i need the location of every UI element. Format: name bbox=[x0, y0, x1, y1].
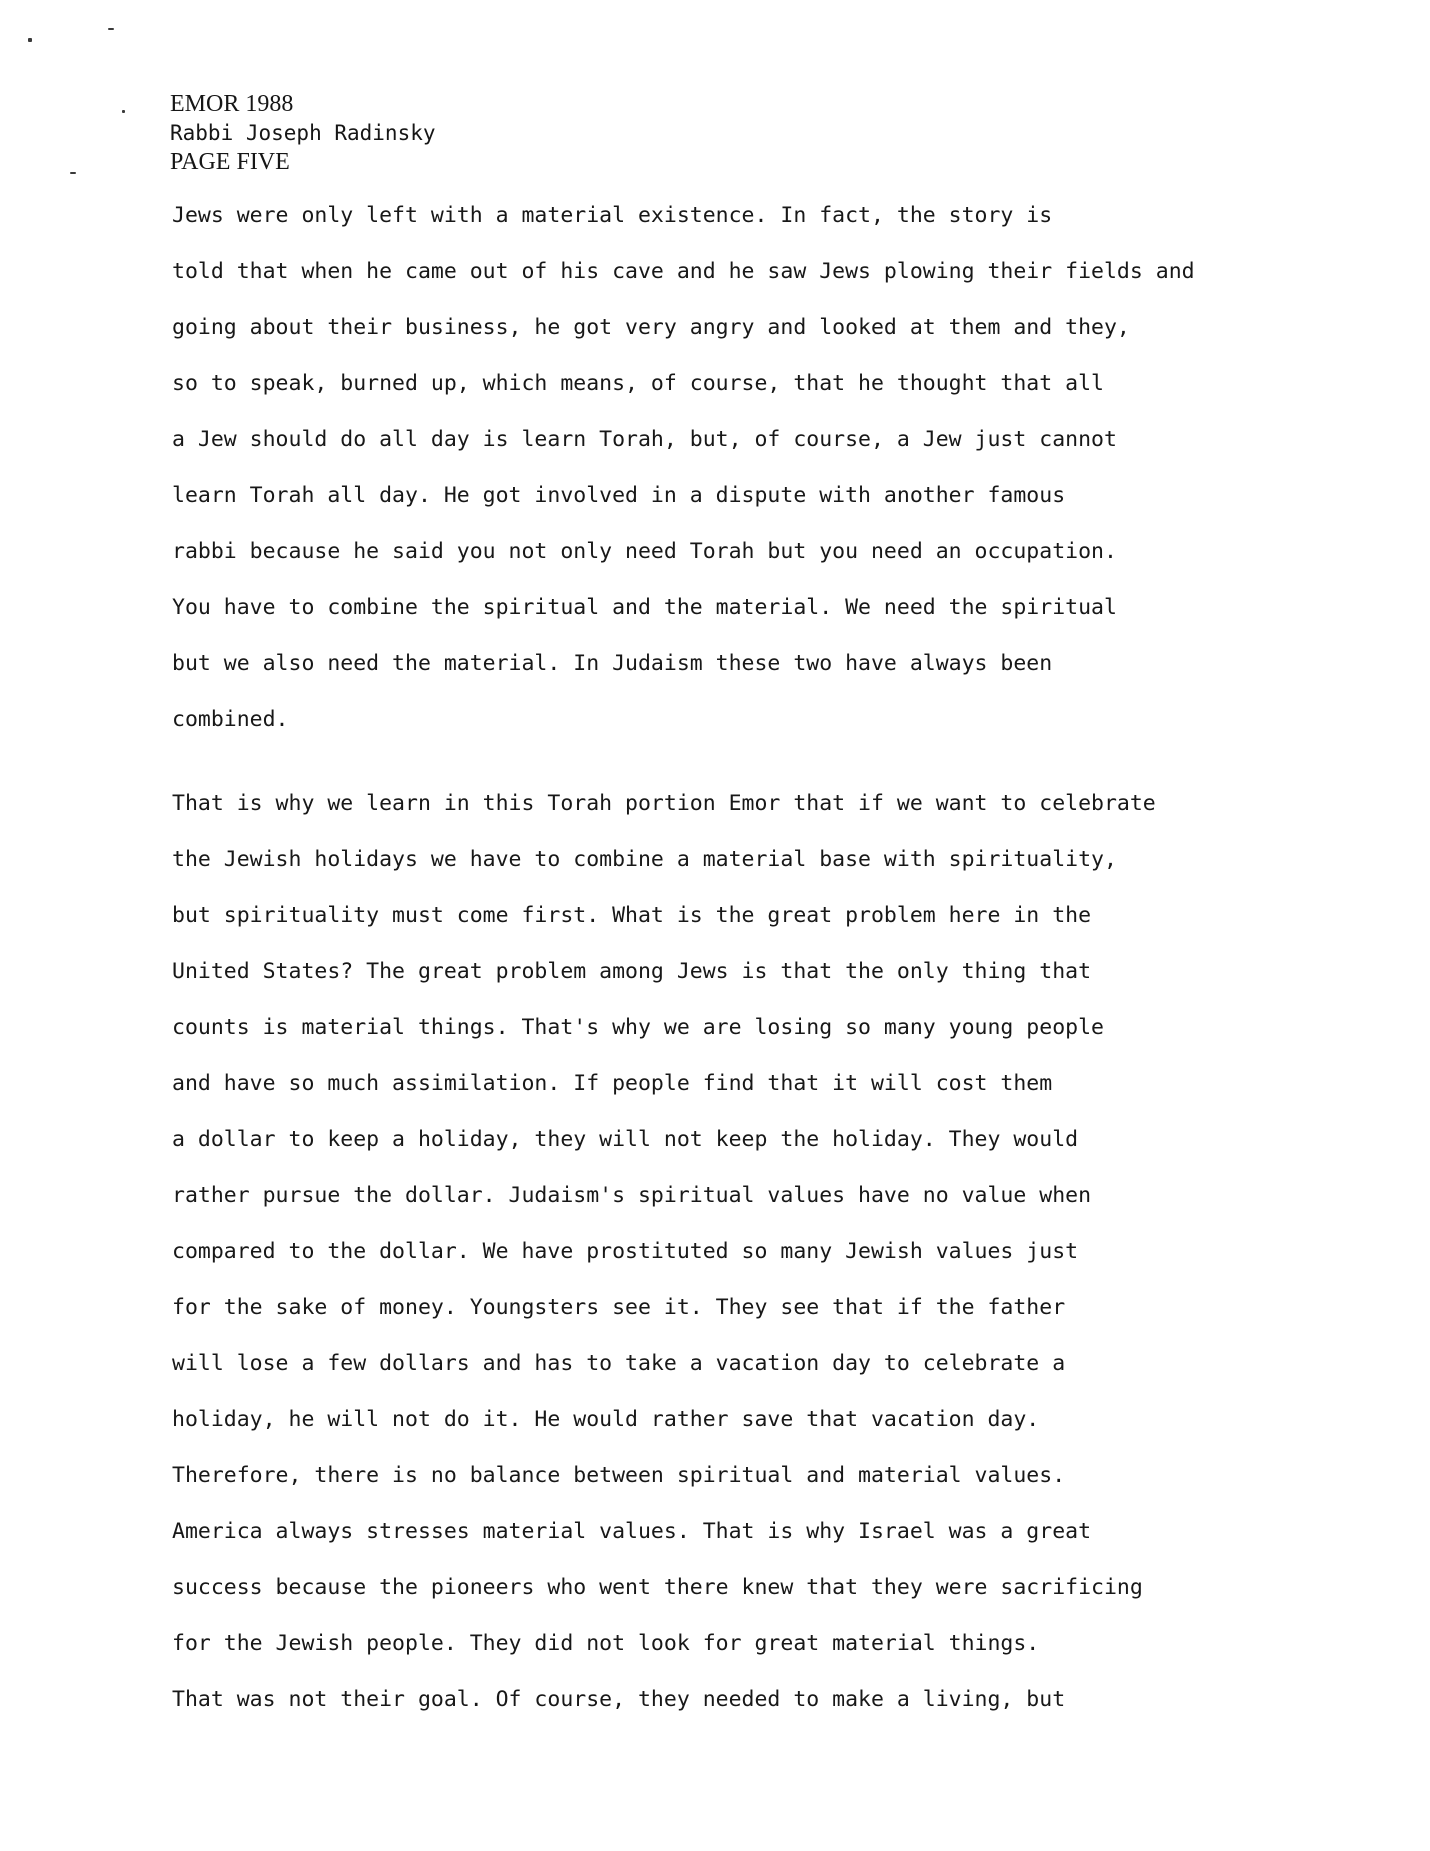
text-line: for the sake of money. Youngsters see it. They see that if the father bbox=[172, 1295, 1066, 1320]
text-line: but spirituality must come first. What is the great problem here in the bbox=[172, 903, 1092, 928]
text-line: a Jew should do all day is learn Torah, but, of course, a Jew just cannot bbox=[172, 427, 1117, 452]
page-label: PAGE FIVE bbox=[170, 149, 290, 175]
text-line: That was not their goal. Of course, they needed to make a living, but bbox=[172, 1687, 1066, 1712]
paragraph bbox=[172, 196, 1352, 756]
paragraph-gap bbox=[172, 756, 1352, 784]
text-line: told that when he came out of his cave and he saw Jews plowing their fields and bbox=[172, 259, 1195, 284]
text-line: but we also need the material. In Judaism these two have always been bbox=[172, 651, 1053, 676]
text-line: Therefore, there is no balance between spiritual and material values. bbox=[172, 1463, 1066, 1488]
page-header bbox=[170, 90, 436, 177]
document-title: EMOR 1988 bbox=[170, 91, 294, 117]
scan-speck bbox=[70, 172, 76, 174]
document-body bbox=[172, 196, 1352, 1736]
text-line: so to speak, burned up, which means, of course, that he thought that all bbox=[172, 371, 1104, 396]
text-line: rather pursue the dollar. Judaism's spiritual values have no value when bbox=[172, 1183, 1092, 1208]
paragraph bbox=[172, 784, 1352, 1736]
text-line: and have so much assimilation. If people find that it will cost them bbox=[172, 1071, 1053, 1096]
text-line: holiday, he will not do it. He would rather save that vacation day. bbox=[172, 1407, 1040, 1432]
text-line: America always stresses material values. That is why Israel was a great bbox=[172, 1519, 1092, 1544]
text-line: rabbi because he said you not only need Torah but you need an occupation. bbox=[172, 539, 1117, 564]
scan-speck bbox=[122, 110, 125, 113]
text-line: for the Jewish people. They did not look for great material things. bbox=[172, 1631, 1040, 1656]
text-line: You have to combine the spiritual and the material. We need the spiritual bbox=[172, 595, 1117, 620]
text-line: learn Torah all day. He got involved in a dispute with another famous bbox=[172, 483, 1066, 508]
scan-speck bbox=[28, 38, 32, 42]
text-line: compared to the dollar. We have prostituted so many Jewish values just bbox=[172, 1239, 1079, 1264]
text-line: Jews were only left with a material existence. In fact, the story is bbox=[172, 203, 1053, 228]
text-line: counts is material things. That's why we are losing so many young people bbox=[172, 1015, 1104, 1040]
text-line: success because the pioneers who went there knew that they were sacrificing bbox=[172, 1575, 1143, 1600]
text-line: combined. bbox=[172, 707, 289, 732]
text-line: going about their business, he got very angry and looked at them and they, bbox=[172, 315, 1130, 340]
text-line: the Jewish holidays we have to combine a material base with spirituality, bbox=[172, 847, 1117, 872]
text-line: a dollar to keep a holiday, they will not keep the holiday. They would bbox=[172, 1127, 1079, 1152]
text-line: That is why we learn in this Torah portion Emor that if we want to celebrate bbox=[172, 791, 1156, 816]
text-line: United States? The great problem among Jews is that the only thing that bbox=[172, 959, 1092, 984]
text-line: will lose a few dollars and has to take a vacation day to celebrate a bbox=[172, 1351, 1066, 1376]
author-name: Rabbi Joseph Radinsky bbox=[170, 121, 436, 145]
scan-speck bbox=[108, 28, 114, 30]
